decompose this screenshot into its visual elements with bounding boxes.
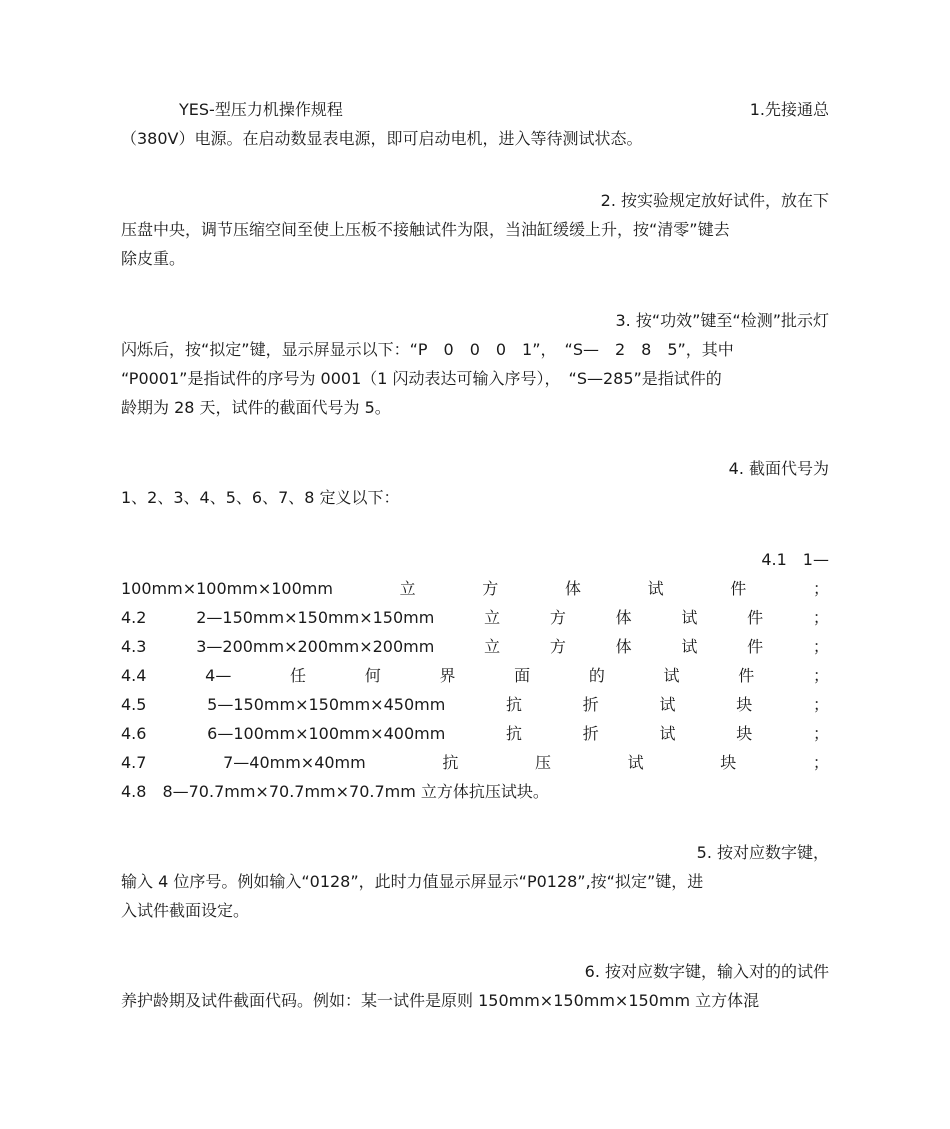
step2-line2: 压盘中央，调节压缩空间至使上压板不接触试件为限，当油缸缓缓上升，按“清零”键去	[121, 220, 730, 239]
section-text: 件	[730, 579, 747, 598]
section-text: 立	[484, 608, 501, 627]
section-text: 6—100mm×100mm×400mm	[207, 724, 446, 743]
section-text: 体	[564, 579, 581, 598]
section-text: 任	[290, 666, 307, 685]
section-text: 何	[364, 666, 381, 685]
section-text: 100mm×100mm×100mm	[121, 579, 333, 598]
section-text: 立	[399, 579, 416, 598]
section-text: 2—150mm×150mm×150mm	[196, 608, 435, 627]
section-text: 试	[681, 608, 698, 627]
section-text: 界	[439, 666, 456, 685]
step2-line3: 除皮重。	[121, 249, 186, 268]
section-text: 抗	[506, 724, 523, 743]
step3-line3: “P0001”是指试件的序号为 0001（1 闪动表达可输入序号）， “S—285”是指试件的	[121, 369, 722, 388]
section-number: 4.6	[121, 724, 147, 743]
section-text: 4—	[205, 666, 232, 685]
step4-line2: 1、2、3、4、5、6、7、8 定义以下：	[121, 488, 400, 507]
document-title: YES-型压力机操作规程	[179, 100, 343, 119]
section-text: 抗	[442, 753, 459, 772]
section-text: 面	[514, 666, 531, 685]
section-4-6	[121, 719, 829, 748]
step6-head: 6. 按对应数字键，输入对的的试件	[584, 962, 829, 981]
step5-head: 5. 按对应数字键，	[696, 843, 829, 862]
section-text: ；	[812, 637, 829, 656]
step5-line2: 输入 4 位序号。例如输入“0128”，此时力值显示屏显示“P0128”,按“拟定”键，进	[121, 872, 704, 891]
step3-head: 3. 按“功效”键至“检测”批示灯	[615, 311, 829, 330]
section-text: 体	[615, 637, 632, 656]
section-text: ；	[812, 608, 829, 627]
section-number: 4.3	[121, 637, 147, 656]
section-text: 压	[535, 753, 552, 772]
section-text: 抗	[506, 695, 523, 714]
section-text: ；	[812, 666, 829, 685]
section-text: 块	[736, 724, 753, 743]
section-4-3	[121, 632, 829, 661]
section-text: 块	[736, 695, 753, 714]
section-text: 试	[663, 666, 680, 685]
section-text: ；	[812, 753, 829, 772]
step1-line2: （380V）电源。在启动数显表电源，即可启动电机，进入等待测试状态。	[121, 129, 643, 148]
section-text: 试	[681, 637, 698, 656]
section-4-4	[121, 661, 829, 690]
section-text: ；	[812, 579, 829, 598]
section-text: 方	[482, 579, 499, 598]
section-text: 3—200mm×200mm×200mm	[196, 637, 435, 656]
section-text: 的	[588, 666, 605, 685]
section-number: 4.4	[121, 666, 147, 685]
section-text: 块	[720, 753, 737, 772]
section-text: 折	[582, 695, 599, 714]
title-line	[121, 95, 829, 124]
section-text: 件	[747, 637, 764, 656]
step2-head: 2. 按实验规定放好试件，放在下	[600, 191, 829, 210]
section-text: ；	[812, 724, 829, 743]
section-text: 试	[647, 579, 664, 598]
step4-head: 4. 截面代号为	[728, 459, 829, 478]
section-text: 7—40mm×40mm	[223, 753, 366, 772]
step5-line3: 入试件截面设定。	[121, 901, 250, 920]
step3-line2: 闪烁后，按“拟定”键，显示屏显示以下：“P 0 0 0 1”， “S— 2 8 5”，其中	[121, 340, 734, 359]
section-text: 试	[627, 753, 644, 772]
section-4-8: 4.8 8—70.7mm×70.7mm×70.7mm 立方体抗压试块。	[121, 782, 549, 801]
section-text: 体	[615, 608, 632, 627]
section-text: 立	[484, 637, 501, 656]
step6-line2: 养护龄期及试件截面代码。例如：某一试件是原则 150mm×150mm×150mm 立方体混	[121, 991, 760, 1010]
section-text: 方	[549, 637, 566, 656]
section-4-2	[121, 603, 829, 632]
step3-line4: 龄期为 28 天，试件的截面代号为 5。	[121, 398, 391, 417]
step1-head: 1.先接通总	[749, 100, 829, 119]
section-4-1-head: 4.1 1—	[761, 550, 829, 569]
section-text: 件	[738, 666, 755, 685]
section-text: 5—150mm×150mm×450mm	[207, 695, 446, 714]
section-number: 4.2	[121, 608, 147, 627]
section-4-1	[121, 574, 829, 603]
section-text: 试	[659, 695, 676, 714]
section-4-5	[121, 690, 829, 719]
section-text: 方	[549, 608, 566, 627]
section-text: ；	[812, 695, 829, 714]
section-text: 试	[659, 724, 676, 743]
section-text: 件	[747, 608, 764, 627]
section-text: 折	[582, 724, 599, 743]
section-4-7	[121, 748, 829, 777]
section-number: 4.5	[121, 695, 147, 714]
section-number: 4.7	[121, 753, 147, 772]
